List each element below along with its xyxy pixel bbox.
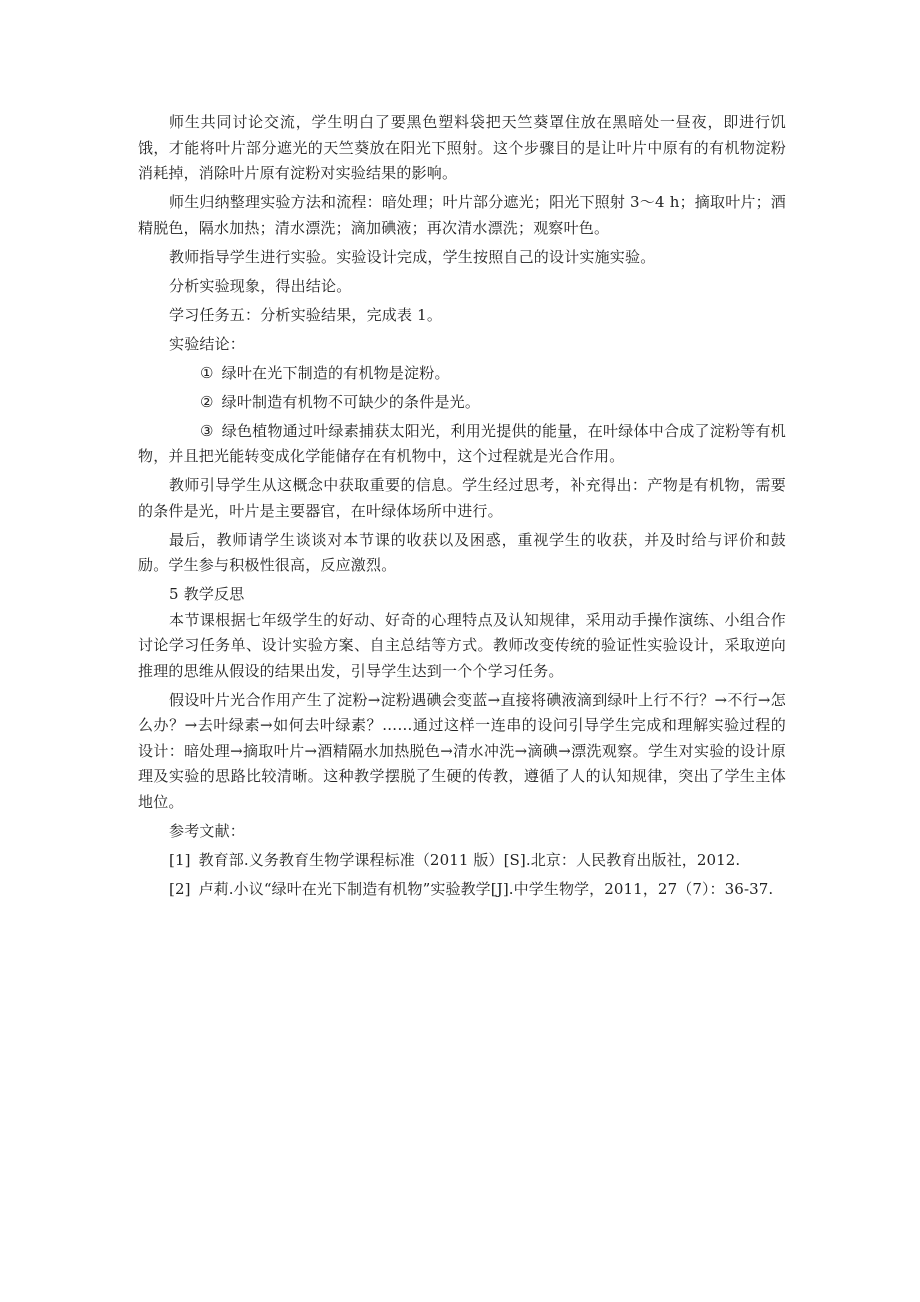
reference-item — [138, 848, 786, 874]
list-item — [138, 419, 786, 470]
list-text: 绿叶在光下制造的有机物是淀粉。 — [221, 363, 450, 382]
paragraph: 师生共同讨论交流，学生明白了要黑色塑料袋把天竺葵罩住放在黑暗处一昼夜，即进行饥饿，才能将叶片部分遮光的天竺葵放在阳光下照射。这个步骤目的是让叶片中原有的有机物淀粉消耗掉，消除叶片原有淀粉对实验结果的影响。 — [138, 113, 786, 182]
reference-text: 教育部.义务教育生物学课程标准（2011 版）[S].北京：人民教育出版社，2012. — [198, 850, 741, 869]
list-text: 绿色植物通过叶绿素捕获太阳光，利用光提供的能量，在叶绿体中合成了淀粉等有机物，并且把光能转变成化学能储存在有机物中，这个过程就是光合作用。 — [138, 421, 786, 465]
section-heading: 5 教学反思 — [169, 585, 245, 603]
reference-number: [2] — [169, 879, 191, 898]
list-item — [138, 390, 786, 416]
references-heading: 参考文献： — [169, 821, 246, 840]
paragraph: 教师引导学生从这概念中获取重要的信息。学生经过思考，补充得出：产物是有机物，需要的条件是光，叶片是主要器官，在叶绿体场所中进行。 — [138, 476, 786, 520]
paragraph: 假设叶片光合作用产生了淀粉→淀粉遇碘会变蓝→直接将碘液滴到绿叶上行不行？→不行→怎么办？→去叶绿素→如何去叶绿素？……通过这样一连串的设问引导学生完成和理解实验过程的设计：暗处理→摘取叶片→酒精隔水加热脱色→清水冲洗→滴碘→漂洗观察。学生对实验的设计原理及实验的思路比较清晰。这种教学摆脱了生硬的传教，遵循了人的认知规律，突出了学生主体地位。 — [138, 690, 786, 811]
list-item — [138, 361, 786, 387]
paragraph: 最后，教师请学生谈谈对本节课的收获以及困惑，重视学生的收获，并及时给与评价和鼓励。学生参与积极性很高，反应激烈。 — [138, 530, 786, 574]
reference-item — [138, 877, 786, 903]
paragraph: 本节课根据七年级学生的好动、好奇的心理特点及认知规律，采用动手操作演练、小组合作讨论学习任务单、设计实验方案、自主总结等方式。教师改变传统的验证性实验设计，采取逆向推理的思维从假设的结果出发，引导学生达到一个个学习任务。 — [138, 610, 786, 680]
list-number: ① — [200, 363, 214, 382]
list-number: ② — [200, 392, 214, 411]
paragraph: 师生归纳整理实验方法和流程：暗处理；叶片部分遮光；阳光下照射 3～4 h；摘取叶片；酒精脱色，隔水加热；清水漂洗；滴加碘液；再次清水漂洗；观察叶色。 — [138, 193, 786, 237]
conclusion-list — [138, 361, 786, 470]
list-text: 绿叶制造有机物不可缺少的条件是光。 — [221, 392, 481, 411]
paragraph: 学习任务五：分析实验结果，完成表 1。 — [169, 305, 443, 324]
paragraph: 分析实验现象，得出结论。 — [169, 276, 352, 295]
conclusion-heading: 实验结论： — [169, 334, 246, 353]
reference-number: [1] — [169, 850, 191, 869]
document-page — [138, 110, 786, 906]
reference-list — [138, 848, 786, 903]
paragraph: 教师指导学生进行实验。实验设计完成，学生按照自己的设计实施实验。 — [169, 247, 656, 266]
reference-text: 卢莉.小议“绿叶在光下制造有机物”实验教学[J].中学生物学，2011，27（7）：36-37. — [198, 879, 774, 898]
list-number: ③ — [200, 421, 214, 440]
